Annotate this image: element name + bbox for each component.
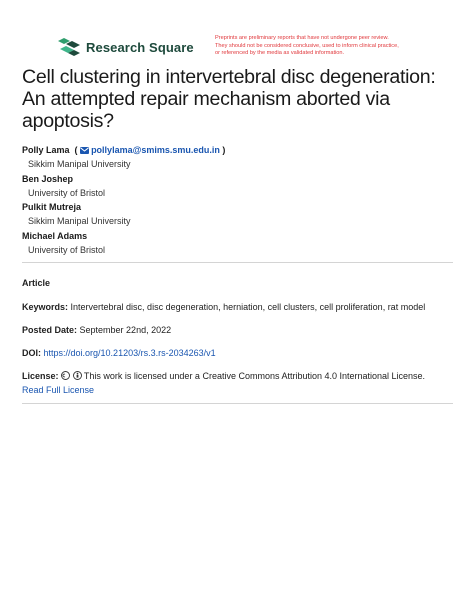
divider <box>22 262 453 263</box>
keywords-row <box>22 302 457 312</box>
keywords-label: Keywords: <box>22 302 69 312</box>
read-license-row <box>22 385 457 395</box>
author-affiliation: Sikkim Manipal University <box>28 159 131 169</box>
keywords-value: Intervertebral disc, disc degeneration, herniation, cell clusters, cell proliferation, rat model <box>70 302 426 312</box>
attribution-icon <box>73 371 82 380</box>
license-label: License: <box>22 371 59 381</box>
divider <box>22 403 453 404</box>
notice-line: They should not be considered conclusive, used to inform clinical practice, <box>215 42 399 49</box>
author-email-link[interactable] <box>80 145 220 155</box>
article-type <box>22 278 457 288</box>
doi-link[interactable]: https://doi.org/10.21203/rs.3.rs-2034263/v1 <box>43 348 216 358</box>
author-name: Ben Joshep <box>22 173 74 184</box>
notice-line: or referenced by the media as validated information. <box>215 50 345 57</box>
read-full-license-link[interactable]: Read Full License <box>22 385 95 395</box>
doi-label: DOI: <box>22 348 41 358</box>
envelope-icon <box>80 147 89 154</box>
paren-open: ( <box>72 145 78 155</box>
research-square-logo[interactable] <box>58 37 194 57</box>
paren-close: ) <box>219 145 226 155</box>
article-type-label: Article <box>22 278 51 288</box>
notice-line: Preprints are preliminary reports that have not undergone peer review. <box>215 35 389 41</box>
logo-text: Research Square <box>86 39 194 55</box>
author-affiliation: University of Bristol <box>28 187 106 198</box>
creative-commons-icon <box>61 371 70 380</box>
title-line: Cell clustering in intervertebral disc degeneration: <box>22 66 436 88</box>
title-line: apoptosis? <box>22 110 114 132</box>
posted-date-row <box>22 325 457 335</box>
posted-date-label: Posted Date: <box>22 325 78 335</box>
license-row <box>22 371 457 381</box>
author-email: pollylama@smims.smu.edu.in <box>91 145 220 155</box>
research-square-logo-icon <box>58 37 82 57</box>
author-entry <box>22 143 452 157</box>
preprint-notice <box>215 35 445 58</box>
doi-row <box>22 348 457 358</box>
author-name: Pulkit Mutreja <box>22 202 82 212</box>
author-affiliation: University of Bristol <box>28 244 106 255</box>
author-name: Michael Adams <box>22 230 88 241</box>
posted-date-value: September 22nd, 2022 <box>79 325 172 335</box>
title-line: An attempted repair mechanism aborted via <box>22 88 390 110</box>
license-text: This work is licensed under a Creative Commons Attribution 4.0 International License. <box>83 371 426 381</box>
paper-title <box>22 66 462 132</box>
author-name: Polly Lama <box>22 145 70 155</box>
author-affiliation: Sikkim Manipal University <box>28 216 131 226</box>
author-list <box>22 143 452 257</box>
